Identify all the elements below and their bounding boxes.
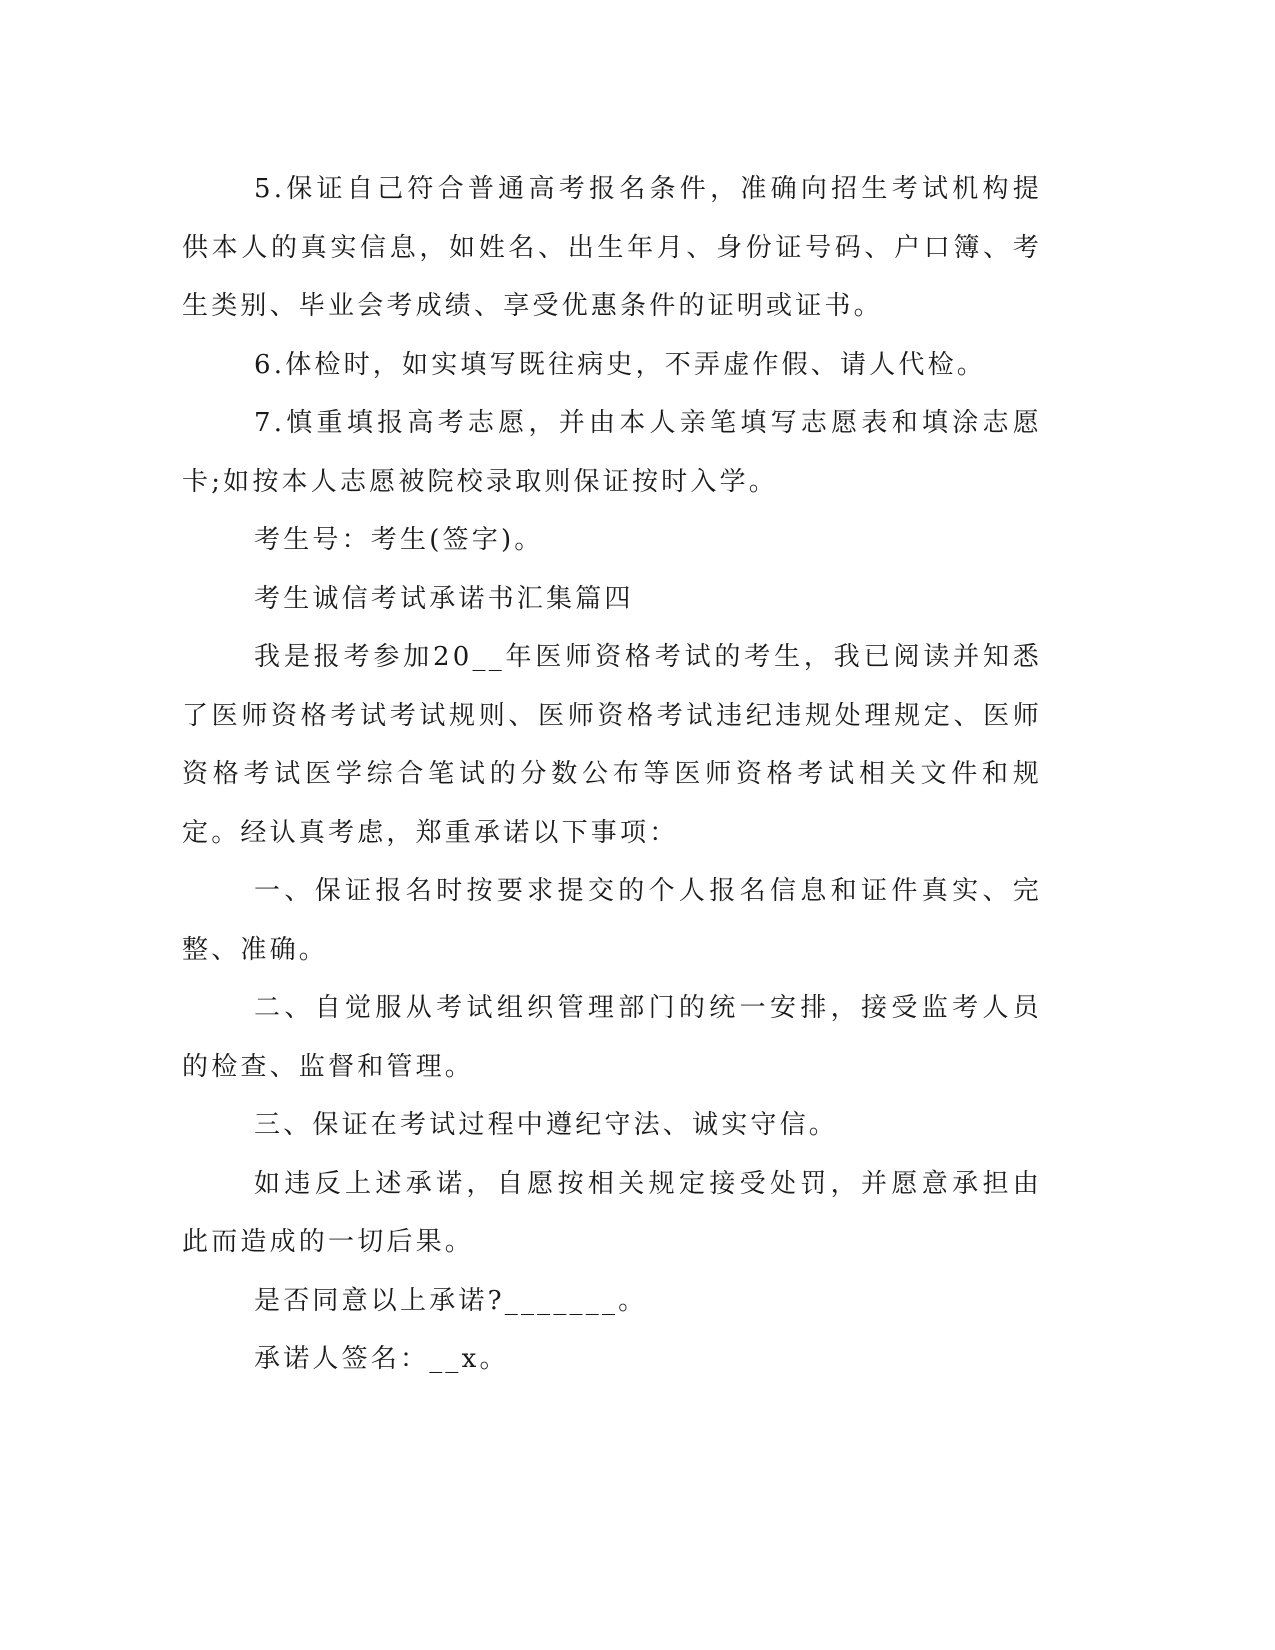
document-body bbox=[182, 160, 1042, 1389]
violation-consequence-paragraph: 如违反上述承诺，自愿按相关规定接受处罚，并愿意承担由此而造成的一切后果。 bbox=[182, 1168, 1042, 1257]
pledge-item-3: 三、保证在考试过程中遵纪守法、诚实守信。 bbox=[254, 1110, 839, 1140]
agreement-question: 是否同意以上承诺?_______。 bbox=[254, 1285, 648, 1316]
pledge-intro-paragraph: 我是报考参加20__年医师资格考试的考生，我已阅读并知悉了医师资格考试考试规则、医师资格考试违纪违规处理规定、医师资格考试医学综合笔试的分数公布等医师资格考试相关文件和规定。经认真考虑，郑重承诺以下事项： bbox=[182, 642, 1042, 848]
candidate-signature-line: 考生号：考生(签字)。 bbox=[254, 525, 544, 555]
paragraph-item-6: 6.体检时，如实填写既往病史，不弄虚作假、请人代检。 bbox=[254, 349, 987, 380]
pledge-item-2: 二、自觉服从考试组织管理部门的统一安排，接受监考人员的检查、监督和管理。 bbox=[182, 993, 1042, 1082]
paragraph-item-7: 7.慎重填报高考志愿，并由本人亲笔填写志愿表和填涂志愿卡;如按本人志愿被院校录取则保证按时入学。 bbox=[182, 408, 1042, 497]
pledge-item-1: 一、保证报名时按要求提交的个人报名信息和证件真实、完整、准确。 bbox=[182, 876, 1042, 965]
pledger-signature-line: 承诺人签名：__x。 bbox=[254, 1344, 509, 1374]
section-heading: 考生诚信考试承诺书汇集篇四 bbox=[254, 583, 634, 614]
paragraph-item-5: 5.保证自己符合普通高考报名条件，准确向招生考试机构提供本人的真实信息，如姓名、出生年月、身份证号码、户口簿、考生类别、毕业会考成绩、享受优惠条件的证明或证书。 bbox=[182, 174, 1042, 321]
